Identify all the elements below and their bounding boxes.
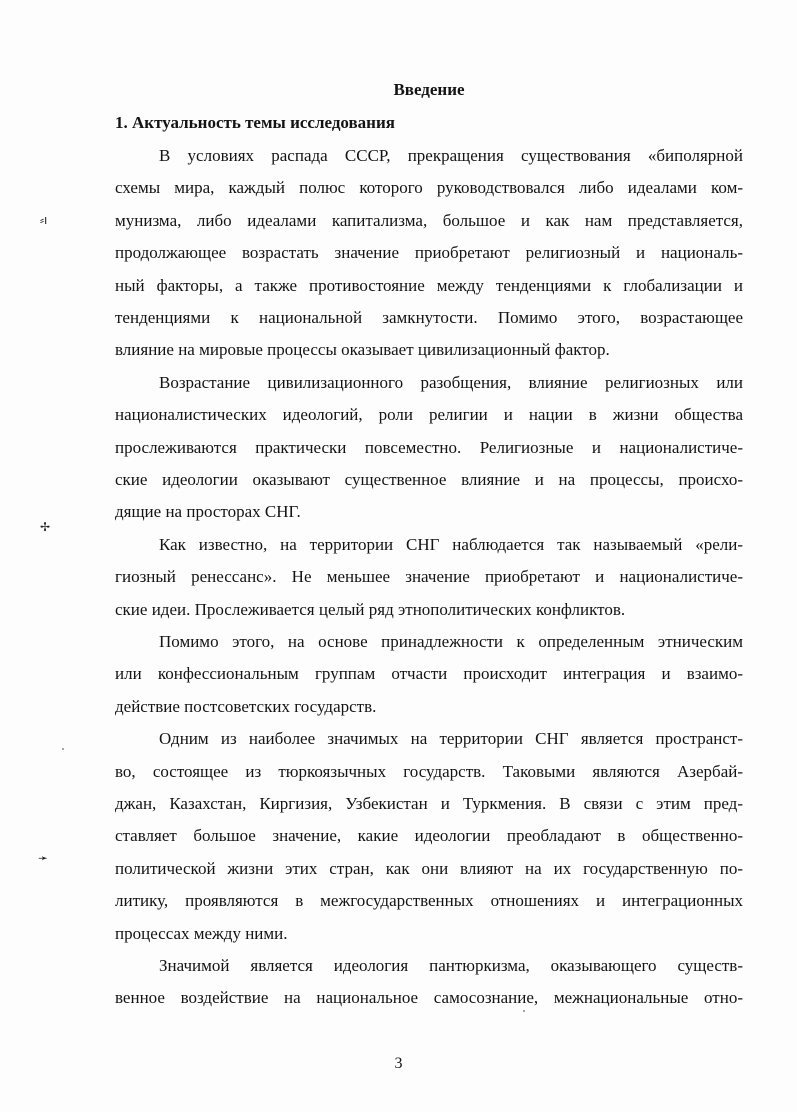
text-line: гиозный ренессанс». Не меньшее значение приобретают и националистиче- xyxy=(115,567,743,586)
text-line: мунизма, либо идеалами капитализма, большое и как нам представляется, xyxy=(115,211,743,230)
text-line: прослеживаются практически повсеместно. Религиозные и националистиче- xyxy=(115,438,743,457)
section-title: 1. Актуальность темы исследования xyxy=(115,113,395,132)
scan-speck xyxy=(62,748,64,750)
text-line: ный факторы, а также противостояние между тенденциями к глобализации и xyxy=(115,276,743,295)
text-line: джан, Казахстан, Киргизия, Узбекистан и Туркмения. В связи с этим пред- xyxy=(115,794,743,813)
text-line: Значимой является идеология пантюркизма, оказывающего существ- xyxy=(159,956,743,975)
text-line: литику, проявляются в межгосударственных отношениях и интеграционных xyxy=(115,891,743,910)
text-line: продолжающее возрастать значение приобретают религиозный и националь- xyxy=(115,243,743,262)
text-line: процессах между ними. xyxy=(115,924,288,943)
text-line: влияние на мировые процессы оказывает цивилизационный фактор. xyxy=(115,340,610,359)
text-line: действие постсоветских государств. xyxy=(115,697,377,716)
text-line: ставляет большое значение, какие идеологии преобладают в общественно- xyxy=(115,826,743,845)
scan-mark-icon: ⸗ı xyxy=(40,213,48,227)
text-line: политической жизни этих стран, как они влияют на их государственную по- xyxy=(115,859,743,878)
scan-mark-icon: ➛ xyxy=(38,851,49,865)
text-line: националистических идеологий, роли религии и нации в жизни общества xyxy=(115,405,743,424)
text-line: Помимо этого, на основе принадлежности к определенным этническим xyxy=(159,632,743,651)
text-line: во, состоящее из тюркоязычных государств. Таковыми являются Азербай- xyxy=(115,762,743,781)
document-heading: Введение xyxy=(393,80,465,99)
text-line: Как известно, на территории СНГ наблюдается так называемый «рели- xyxy=(159,535,743,554)
text-line: или конфессиональным группам отчасти происходит интеграция и взаимо- xyxy=(115,664,743,683)
page-number: 3 xyxy=(394,1055,403,1072)
scan-speck xyxy=(523,1010,525,1012)
text-line: В условиях распада СССР, прекращения существования «биполярной xyxy=(159,146,743,165)
text-line: ские идеологии оказывают существенное влияние и на процессы, происхо- xyxy=(115,470,743,489)
text-line: тенденциями к национальной замкнутости. Помимо этого, возрастающее xyxy=(115,308,743,327)
text-line: схемы мира, каждый полюс которого руководствовался либо идеалами ком- xyxy=(115,178,743,197)
text-line: дящие на просторах СНГ. xyxy=(115,502,301,521)
text-line: Одним из наиболее значимых на территории СНГ является пространст- xyxy=(159,729,743,748)
scan-mark-icon: ✢ xyxy=(40,520,51,534)
text-line: венное воздействие на национальное самосознание, межнациональные отно- xyxy=(115,988,743,1007)
text-line: Возрастание цивилизационного разобщения, влияние религиозных или xyxy=(159,373,743,392)
text-line: ские идеи. Прослеживается целый ряд этнополитических конфликтов. xyxy=(115,600,626,619)
